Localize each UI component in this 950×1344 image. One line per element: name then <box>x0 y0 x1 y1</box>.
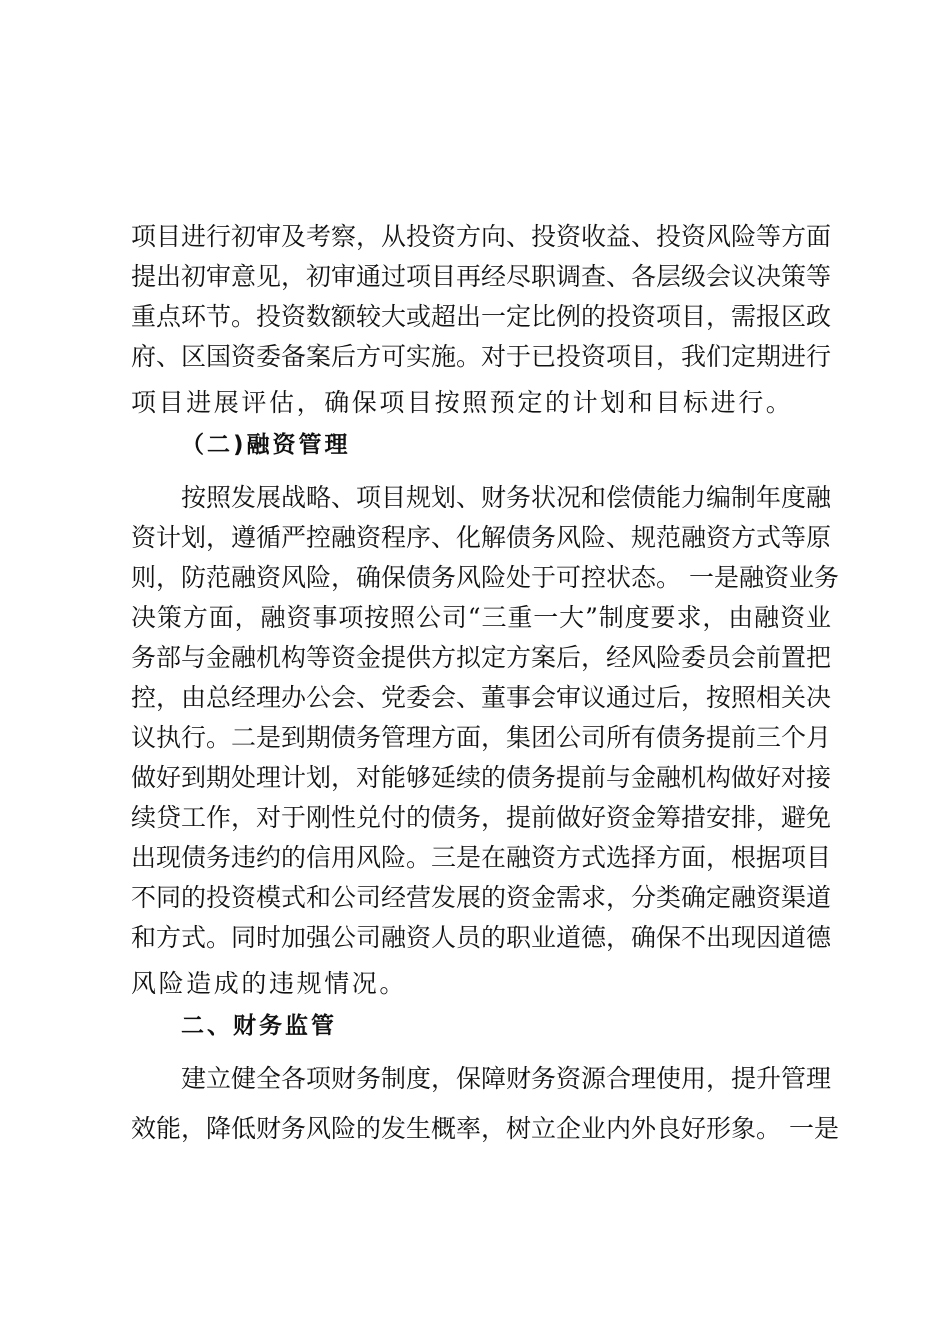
body-text-line: 重点环节。投资数额较大或超出一定比例的投资项目，需报区政 <box>131 302 832 331</box>
body-text-line: 提出初审意见，初审通过项目再经尽职调查、各层级会议决策等 <box>131 262 832 291</box>
body-text-line: 效能，降低财务风险的发生概率，树立企业内外良好形象。 一是 <box>131 1114 839 1143</box>
body-text-line: 出现债务违约的信用风险。三是在融资方式选择方面，根据项目 <box>131 843 832 872</box>
body-text-line: 议执行。二是到期债务管理方面，集团公司所有债务提前三个月 <box>131 723 832 752</box>
body-text-line: 和方式。同时加强公司融资人员的职业道德，确保不出现因道德 <box>131 923 832 952</box>
body-text-line: 不同的投资模式和公司经营发展的资金需求，分类确定融资渠道 <box>131 883 832 912</box>
body-text-line: 资计划，遵循严控融资程序、化解债务风险、规范融资方式等原 <box>131 523 832 552</box>
body-text-line: 府、区国资委备案后方可实施。对于已投资项目，我们定期进行 <box>131 342 832 371</box>
body-text-line: 项目进行初审及考察，从投资方向、投资收益、投资风险等方面 <box>131 222 832 251</box>
section-heading-finance-supervision: 二、财务监管 <box>181 1013 337 1039</box>
body-text-line: 做好到期处理计划，对能够延续的债务提前与金融机构做好对接 <box>131 763 832 792</box>
body-text-line: 风险造成的违规情况。 <box>131 969 408 998</box>
body-text-line: 决策方面，融资事项按照公司“三重一大”制度要求，由融资业 <box>131 603 831 632</box>
body-text-line: 续贷工作，对于刚性兑付的债务，提前做好资金筹措安排，避免 <box>131 803 832 832</box>
body-text-line: 按照发展战略、项目规划、财务状况和偿债能力编制年度融 <box>181 483 832 512</box>
body-text-line: 项目进展评估，确保项目按照预定的计划和目标进行。 <box>131 388 794 417</box>
subsection-heading-financing: （二)融资管理 <box>181 432 351 458</box>
body-text-line: 建立健全各项财务制度，保障财务资源合理使用，提升管理 <box>181 1064 832 1093</box>
body-text-line: 则，防范融资风险，确保债务风险处于可控状态。 一是融资业务 <box>131 563 839 592</box>
body-text-line: 务部与金融机构等资金提供方拟定方案后，经风险委员会前置把 <box>131 643 832 672</box>
body-text-line: 控，由总经理办公会、党委会、董事会审议通过后，按照相关决 <box>131 683 832 712</box>
